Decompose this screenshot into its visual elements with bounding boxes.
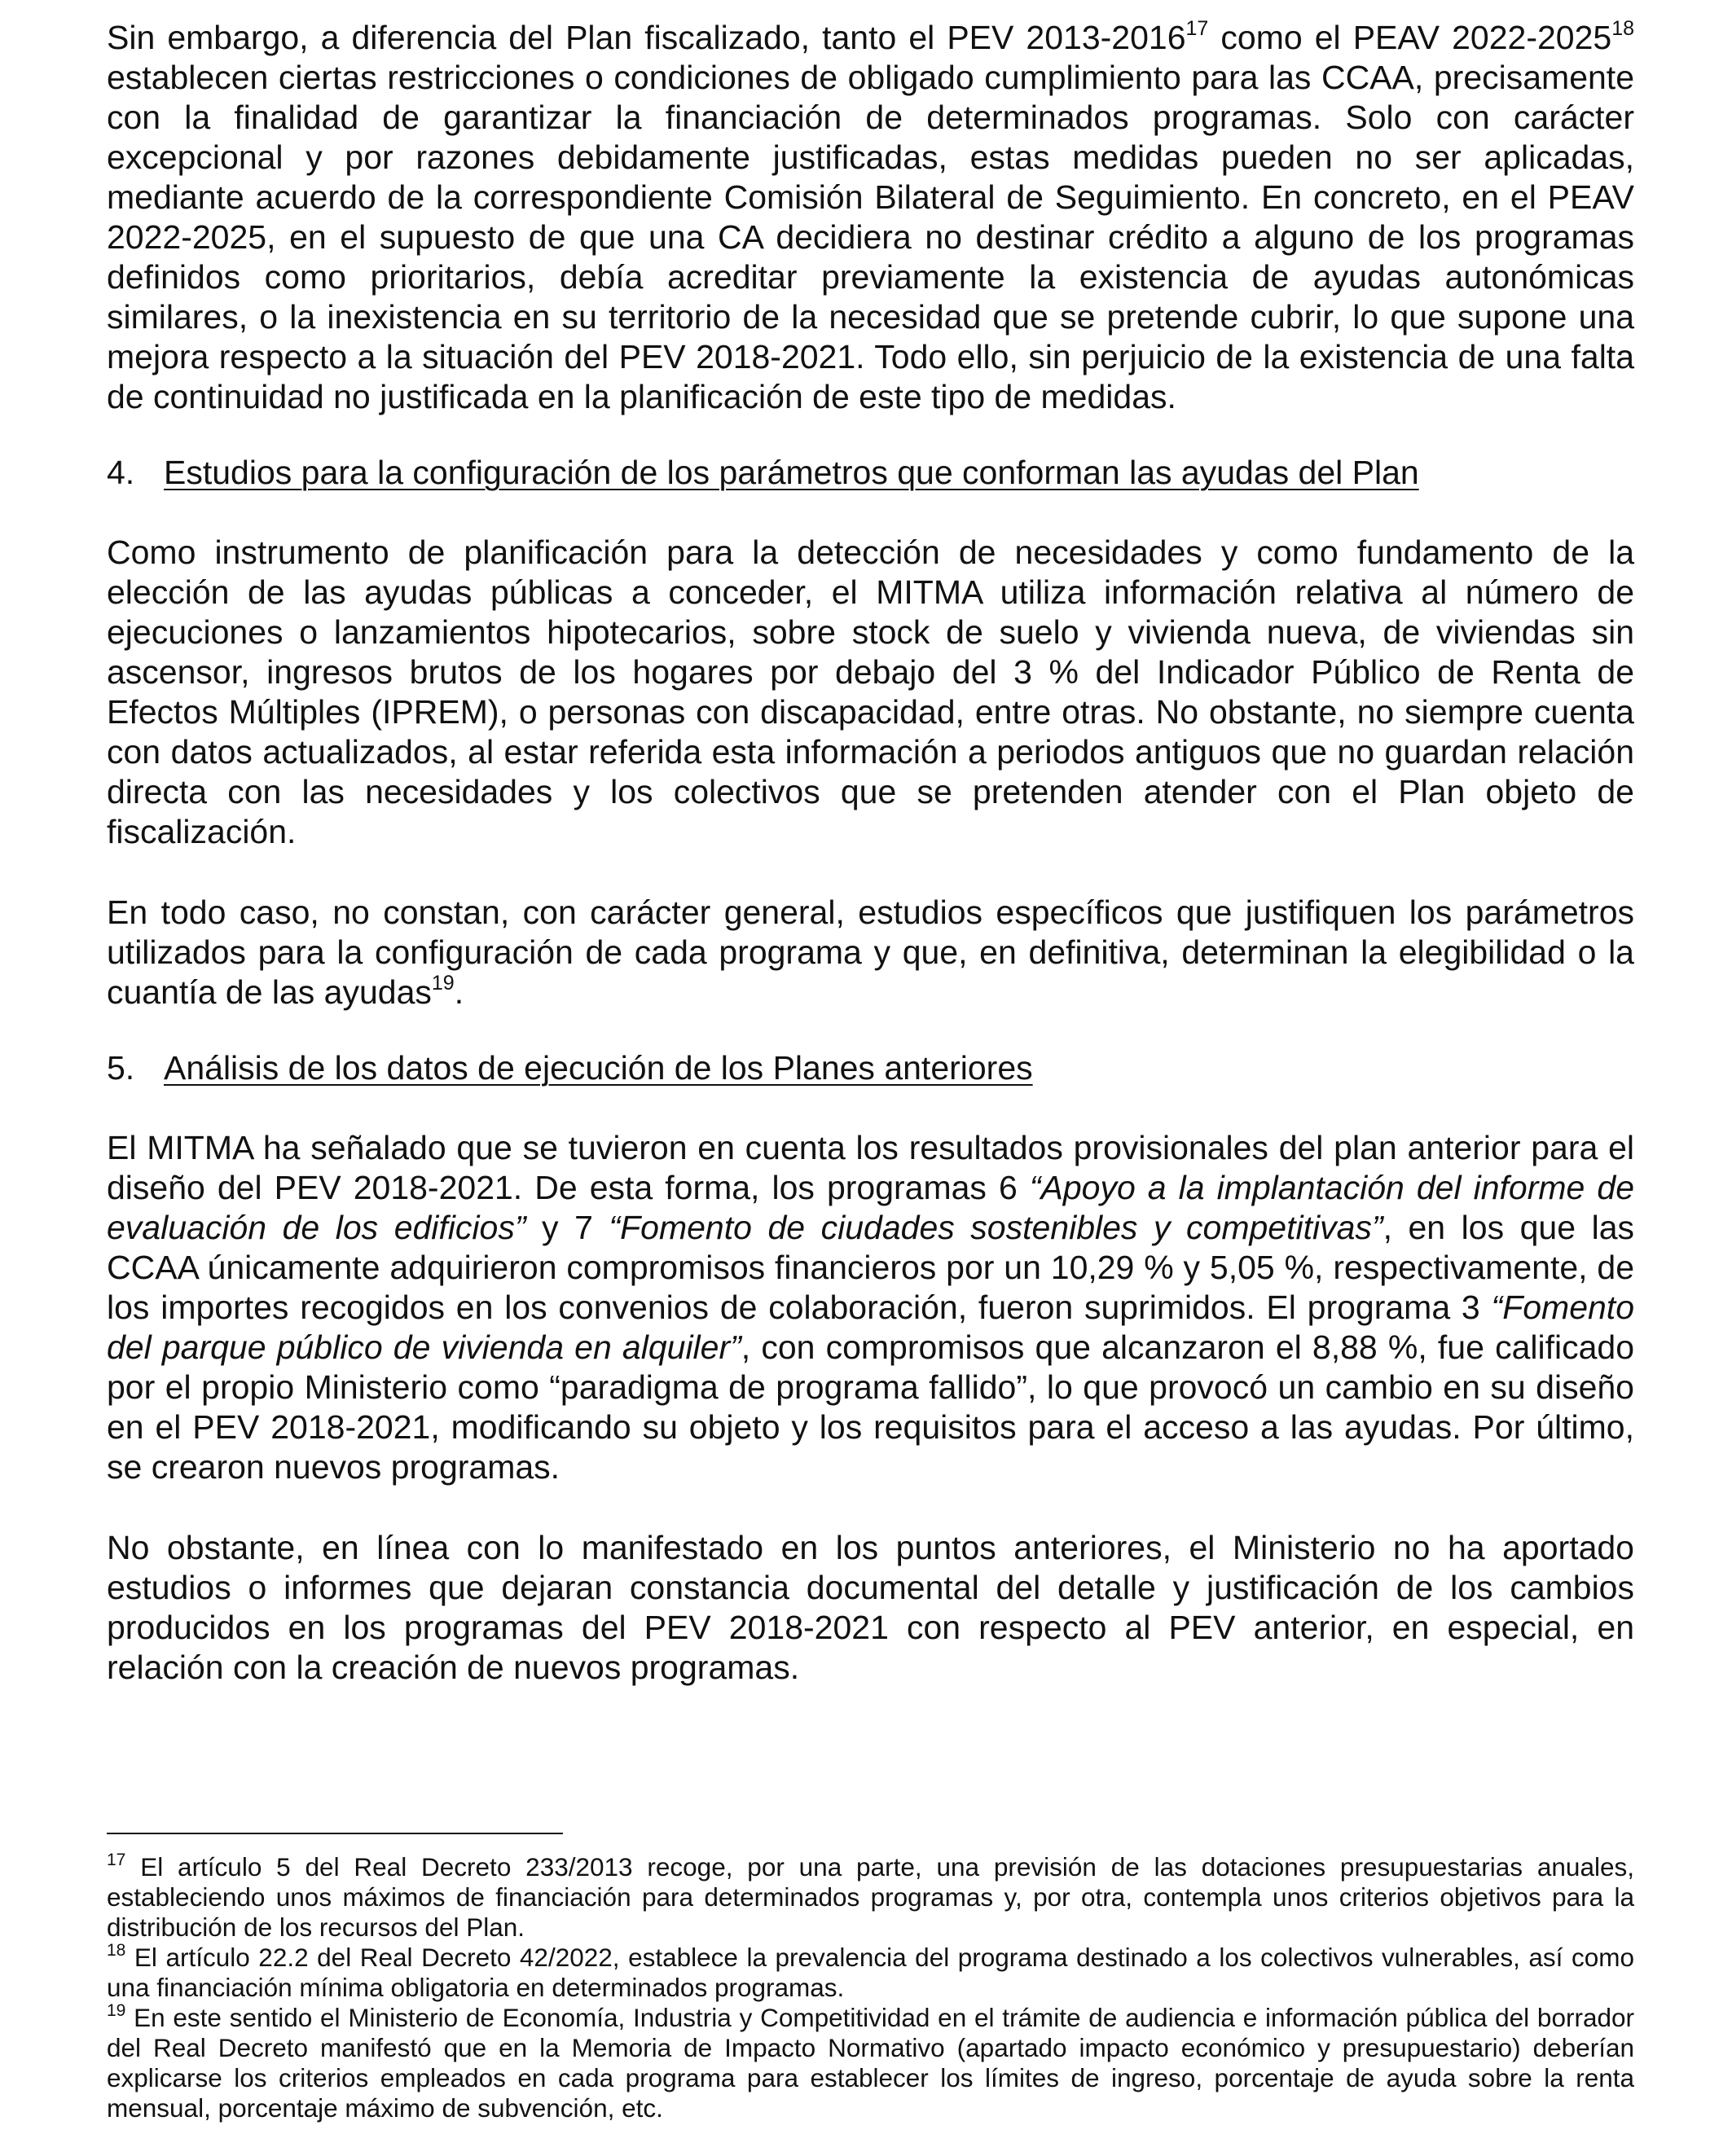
footnote-number-18: 18 [107,1941,126,1960]
section-number-5: 5. [107,1049,135,1087]
body-text [107,18,1634,1688]
section-title-5: Análisis de los datos de ejecución de los Planes anteriores [164,1049,1033,1087]
paragraph-1-text-b: como el PEAV 2022-2025 [1208,19,1612,56]
paragraph-3 [107,893,1634,1012]
footnote-18 [107,1943,1634,2003]
footnote-text-19: En este sentido el Ministerio de Economía, Industria y Competitividad en el trámite de audiencia e información pública del borrador del Real Decreto manifestó que en la Memoria de Impacto Normativo (apartado impacto económico y presupuestario) deberían explicarse los criterios empleados en cada programa para establecer los límites de ingreso, porcentaje de ayuda sobre la renta mensual, porcentaje máximo de subvención, etc. [107,2003,1634,2123]
footnote-19 [107,2003,1634,2123]
paragraph-1-text-c: establecen ciertas restricciones o condiciones de obligado cumplimiento para las CCAA, precisamente con la finalidad de garantizar la financiación de determinados programas. Solo con carácter excepcional y por razones debidamente justificadas, estas medidas pueden no ser aplicadas, mediante acuerdo de la correspondiente Comisión Bilateral de Seguimiento. En concreto, en el PEAV 2022-2025, en el supuesto de que una CA decidiera no destinar crédito a alguno de los programas definidos como prioritarios, debía acreditar previamente la existencia de ayudas autonómicas similares, o la inexistencia en su territorio de la necesidad que se pretende cubrir, lo que supone una mejora respecto a la situación del PEV 2018-2021. Todo ello, sin perjuicio de la existencia de una falta de continuidad no justificada en la planificación de este tipo de medidas. [107,59,1634,415]
footnote-text-17: El artículo 5 del Real Decreto 233/2013 recoge, por una parte, una previsión de las dotaciones presupuestarias anuales, estableciendo unos máximos de financiación para determinados programas y, por otra, contempla unos criterios objetivos para la distribución de los recursos del Plan. [107,1852,1634,1942]
section-heading-4 [107,453,1634,493]
paragraph-4-text-2: y 7 [525,1209,609,1246]
section-heading-5 [107,1048,1634,1088]
paragraph-4 [107,1128,1634,1487]
footnote-number-17: 17 [107,1851,126,1869]
footnote-ref-17[interactable]: 17 [1185,17,1209,40]
paragraph-3-text: En todo caso, no constan, con carácter general, estudios específicos que justifiquen los parámetros utilizados para la configuración de cada programa y que, en definitiva, determinan la elegibilidad o la cuantía de las ayudas [107,894,1634,1011]
footnote-separator [107,1833,563,1834]
paragraph-4-text-3: , en los que las CCAA únicamente adquirieron compromisos financieros por un 10,29 % y 5,05 %, respectivamente, de los importes recogidos en los convenios de colaboración, fueron suprimidos. El programa 3 [107,1209,1635,1326]
paragraph-3-end: . [454,973,464,1011]
footnote-text-18: El artículo 22.2 del Real Decreto 42/2022, establece la prevalencia del programa destinado a los colectivos vulnerables, así como una financiación mínima obligatoria en determinados programas. [107,1943,1634,2002]
footnotes [107,1833,1634,2123]
paragraph-5: No obstante, en línea con lo manifestado en los puntos anteriores, el Ministerio no ha aportado estudios o informes que dejaran constancia documental del detalle y justificación de los cambios producidos en los programas del PEV 2018-2021 con respecto al PEV anterior, en especial, en relación con la creación de nuevos programas. [107,1529,1634,1686]
footnote-ref-19[interactable]: 19 [431,972,455,995]
paragraph-4-text-1: El MITMA ha señalado que se tuvieron en cuenta los resultados provisionales del plan anterior para el diseño del PEV 2018-2021. De esta forma, los programas 6 [107,1129,1634,1206]
paragraph-4-text-4: , con compromisos que alcanzaron el 8,88 %, fue calificado por el propio Ministerio como “paradigma de programa fallido”, lo que provocó un cambio en su diseño en el PEV 2018-2021, modificando su objeto y los requisitos para el acceso a las ayudas. Por último, se crearon nuevos programas. [107,1328,1634,1486]
footnote-17 [107,1852,1634,1943]
paragraph-4-italic-1: “Apoyo a la implantación del informe de evaluación de los edificios” [107,1169,1634,1246]
section-title-4: Estudios para la configuración de los parámetros que conforman las ayudas del Plan [164,454,1419,491]
paragraph-1-text-a: Sin embargo, a diferencia del Plan fiscalizado, tanto el PEV 2013-2016 [107,19,1186,56]
paragraph-2: Como instrumento de planificación para la detección de necesidades y como fundamento de la elección de las ayudas públicas a conceder, el MITMA utiliza información relativa al número de ejecuciones o lanzamientos hipotecarios, sobre stock de suelo y vivienda nueva, de viviendas sin ascensor, ingresos brutos de los hogares por debajo del 3 % del Indicador Público de Renta de Efectos Múltiples (IPREM), o personas con discapacidad, entre otras. No obstante, no siempre cuenta con datos actualizados, al estar referida esta información a periodos antiguos que no guardan relación directa con las necesidades y los colectivos que se pretenden atender con el Plan objeto de fiscalización. [107,534,1634,850]
footnote-ref-18[interactable]: 18 [1611,17,1634,40]
paragraph-4-italic-2: “Fomento de ciudades sostenibles y competitivas” [609,1209,1383,1246]
section-number-4: 4. [107,454,135,491]
paragraph-1 [107,18,1634,417]
footnote-number-19: 19 [107,2001,126,2020]
paragraph-4-italic-3: “Fomento del parque público de vivienda en alquiler” [107,1289,1634,1366]
